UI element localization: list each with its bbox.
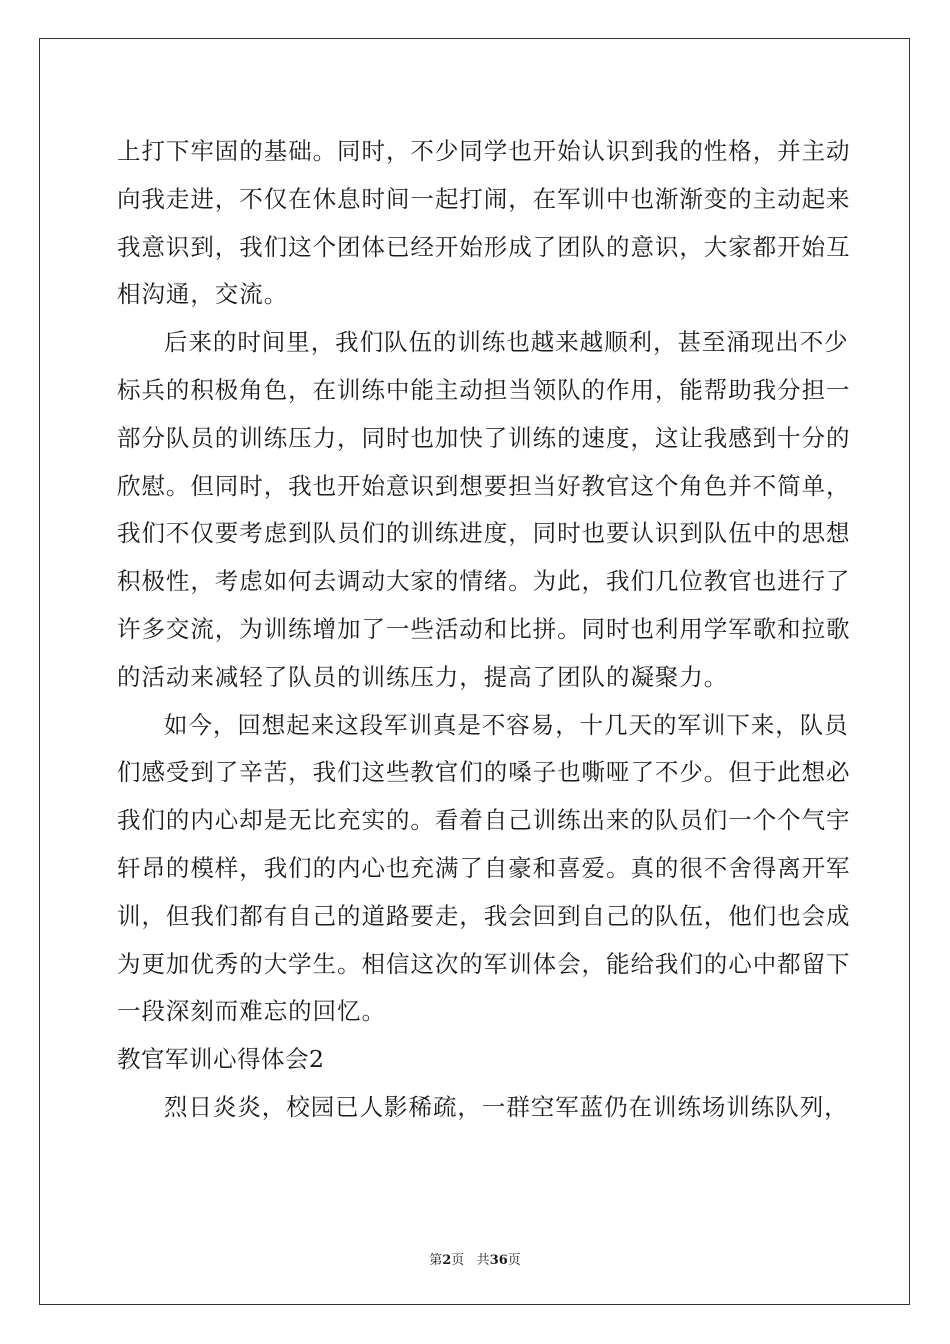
page-number: 2 bbox=[442, 1253, 452, 1268]
page-prefix: 第 bbox=[429, 1253, 443, 1268]
paragraph-first-line: 如今，回想起来这段军训真是不容易，十几天的军训下来，队员 bbox=[164, 710, 849, 739]
text-line: 标兵的积极角色，在训练中能主动担当领队的作用，能帮助我分担一 bbox=[117, 375, 851, 404]
text-line: 我意识到，我们这个团体已经开始形成了团队的意识，大家都开始互 bbox=[117, 232, 851, 261]
total-prefix: 共 bbox=[476, 1253, 490, 1268]
total-suffix: 页 bbox=[507, 1253, 521, 1268]
total-pages: 36 bbox=[489, 1253, 508, 1268]
text-line: 们感受到了辛苦，我们这些教官们的嗓子也嘶哑了不少。但于此想必 bbox=[117, 758, 851, 787]
section-heading: 教官军训心得体会2 bbox=[117, 1045, 325, 1074]
text-line: 我们不仅要考虑到队员们的训练进度，同时也要认识到队伍中的思想 bbox=[117, 519, 851, 548]
text-line: 上打下牢固的基础。同时，不少同学也开始认识到我的性格，并主动 bbox=[117, 137, 851, 165]
text-line: 积极性，考虑如何去调动大家的情绪。为此，我们几位教官也进行了 bbox=[117, 567, 851, 596]
text-line: 许多交流，为训练增加了一些活动和比拼。同时也利用学军歌和拉歌 bbox=[117, 614, 851, 643]
paragraph-first-line: 烈日炎炎，校园已人影稀疏，一群空军蓝仍在训练场训练队列， bbox=[164, 1092, 849, 1121]
text-line: 相沟通，交流。 bbox=[117, 280, 289, 309]
page-suffix: 页 bbox=[451, 1253, 465, 1268]
document-body bbox=[117, 128, 851, 1132]
text-line: 为更加优秀的大学生。相信这次的军训体会，能给我们的心中都留下 bbox=[117, 949, 851, 978]
text-line: 训，但我们都有自己的道路要走，我会回到自己的队伍，他们也会成 bbox=[117, 901, 851, 930]
text-line: 的活动来减轻了队员的训练压力，提高了团队的凝聚力。 bbox=[117, 662, 729, 691]
text-line: 我们的内心却是无比充实的。看着自己训练出来的队员们一个个气宇 bbox=[117, 806, 851, 835]
text-line: 部分队员的训练压力，同时也加快了训练的速度，这让我感到十分的 bbox=[117, 423, 851, 452]
page-footer bbox=[0, 1249, 950, 1268]
text-line: 轩昂的模样，我们的内心也充满了自豪和喜爱。真的很不舍得离开军 bbox=[117, 853, 851, 882]
text-line: 一段深刻而难忘的回忆。 bbox=[117, 997, 386, 1026]
paragraph-first-line: 后来的时间里，我们队伍的训练也越来越顺利，甚至涌现出不少 bbox=[164, 328, 849, 357]
text-line: 欣慰。但同时，我也开始意识到想要担当好教官这个角色并不简单， bbox=[117, 471, 851, 500]
text-line: 向我走进，不仅在休息时间一起打闹，在军训中也渐渐变的主动起来 bbox=[117, 184, 851, 213]
